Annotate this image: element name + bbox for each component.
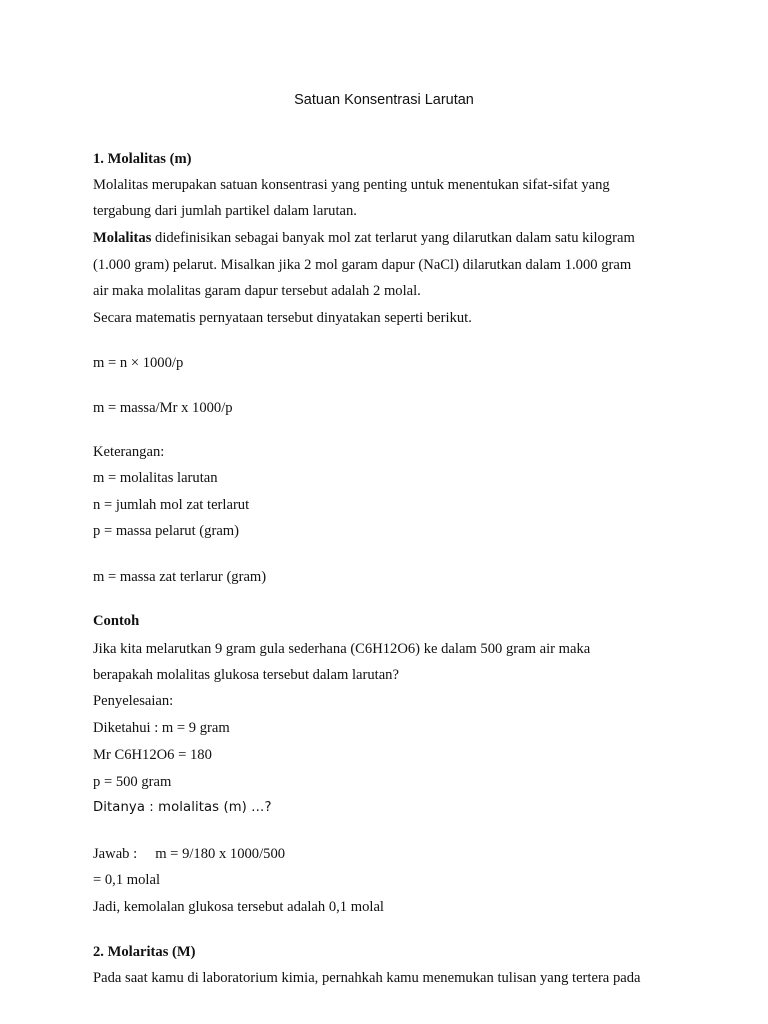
keterangan-label: Keterangan: — [93, 444, 165, 460]
keterangan-item: n = jumlah mol zat terlarut — [93, 497, 250, 513]
jawab-value: m = 9/180 x 1000/500 — [155, 846, 286, 862]
section-heading-molalitas: 1. Molalitas (m) — [93, 151, 192, 167]
paragraph-line: Jadi, kemolalan glukosa tersebut adalah 0,1 molal — [93, 899, 384, 915]
document-title: Satuan Konsentrasi Larutan — [294, 92, 474, 108]
paragraph-line: Penyelesaian: — [93, 693, 174, 709]
paragraph-line: Mr C6H12O6 = 180 — [93, 747, 212, 763]
answer-line — [93, 844, 693, 864]
formula-line: m = massa/Mr x 1000/p — [93, 400, 233, 416]
paragraph-text: didefinisikan sebagai banyak mol zat terlarut yang dilarutkan dalam satu kilogram — [151, 230, 635, 246]
paragraph-line: Jika kita melarutkan 9 gram gula sederhana (C6H12O6) ke dalam 500 gram air maka — [93, 641, 591, 657]
paragraph-line: = 0,1 molal — [93, 872, 161, 888]
paragraph-line: p = 500 gram — [93, 774, 172, 790]
paragraph-line: air maka molalitas garam dapur tersebut adalah 2 molal. — [93, 283, 421, 299]
formula-line: m = n × 1000/p — [93, 355, 184, 371]
keterangan-item: m = massa zat terlarur (gram) — [93, 569, 267, 585]
keterangan-item: p = massa pelarut (gram) — [93, 523, 240, 539]
bold-term: Molalitas — [93, 230, 152, 246]
paragraph-line: Ditanya : molalitas (m) …? — [93, 800, 272, 815]
paragraph-line: Diketahui : m = 9 gram — [93, 720, 230, 736]
paragraph-line: berapakah molalitas glukosa tersebut dalam larutan? — [93, 667, 399, 683]
paragraph-line: tergabung dari jumlah partikel dalam larutan. — [93, 203, 357, 219]
paragraph-line — [93, 228, 693, 248]
paragraph-line: (1.000 gram) pelarut. Misalkan jika 2 mol garam dapur (NaCl) dilarutkan dalam 1.000 gram — [93, 257, 632, 273]
section-heading-molaritas: 2. Molaritas (M) — [93, 944, 196, 960]
contoh-heading: Contoh — [93, 613, 140, 629]
paragraph-line: Secara matematis pernyataan tersebut dinyatakan seperti berikut. — [93, 310, 472, 326]
paragraph-line: Molalitas merupakan satuan konsentrasi yang penting untuk menentukan sifat-sifat yang — [93, 177, 610, 193]
paragraph-line: Pada saat kamu di laboratorium kimia, pernahkah kamu menemukan tulisan yang tertera pada — [93, 970, 641, 986]
jawab-label: Jawab : — [93, 846, 138, 862]
keterangan-item: m = molalitas larutan — [93, 470, 218, 486]
